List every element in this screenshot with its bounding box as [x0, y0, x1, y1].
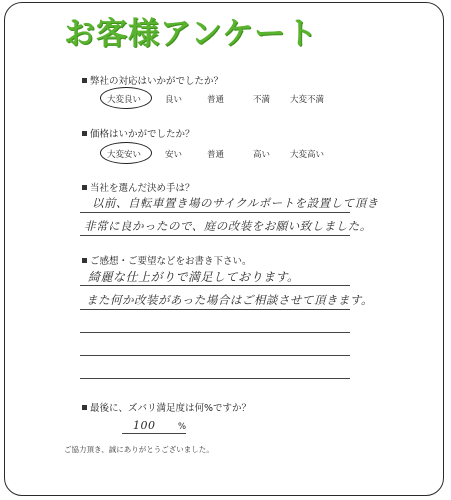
question-1-label: 弊社の対応はいかがでしたか？	[82, 73, 223, 87]
option-q2-1[interactable]: 安い	[165, 150, 183, 160]
bullet-square-icon	[82, 78, 87, 83]
option-q1-1[interactable]: 良い	[165, 95, 183, 105]
answer-line	[80, 212, 350, 213]
percent-unit: %	[178, 422, 187, 432]
option-q2-4[interactable]: 大変高い	[290, 150, 325, 160]
option-q1-3[interactable]: 不満	[253, 95, 271, 105]
question-2-label: 価格はいかがでしたか？	[82, 126, 195, 140]
survey-title: お客様アンケート	[64, 16, 319, 52]
answer-line	[80, 355, 350, 356]
answer-3-line-2: 非常に良かったので、庭の改装をお願い致しました。	[84, 219, 372, 233]
answer-3-line-1: 以前、自転車置き場のサイクルポートを設置して頂き	[92, 196, 379, 210]
question-3-label: 当社を選んだ決め手は？	[82, 180, 195, 194]
answer-line	[80, 235, 350, 236]
bullet-square-icon	[82, 405, 87, 410]
option-q1-0[interactable]: 大変良い	[107, 95, 142, 105]
survey-card	[4, 2, 444, 496]
bullet-square-icon	[82, 131, 87, 136]
thank-you-note: ご協力頂き、誠にありがとうございました。	[64, 445, 214, 454]
value-underline	[122, 433, 186, 434]
question-4-label: ご感想・ご要望などをお書き下さい。	[82, 253, 252, 267]
option-q2-2[interactable]: 普通	[207, 150, 225, 160]
option-q2-3[interactable]: 高い	[253, 150, 271, 160]
answer-4-line-1: 綺麗な仕上がりで満足しております。	[88, 270, 300, 284]
option-q1-2[interactable]: 普通	[207, 95, 225, 105]
bullet-square-icon	[82, 185, 87, 190]
answer-line	[80, 378, 350, 379]
answer-4-line-2: また何か改装があった場合はご相談させて頂きます。	[86, 293, 373, 307]
option-q1-4[interactable]: 大変不満	[290, 95, 325, 105]
question-5-label: 最後に、ズバリ満足度は何%ですか？	[82, 400, 251, 414]
satisfaction-value[interactable]: 100	[133, 419, 156, 432]
answer-line	[80, 285, 350, 286]
option-q2-0[interactable]: 大変安い	[107, 150, 142, 160]
bullet-square-icon	[82, 258, 87, 263]
answer-line	[80, 332, 350, 333]
answer-line	[80, 309, 350, 310]
